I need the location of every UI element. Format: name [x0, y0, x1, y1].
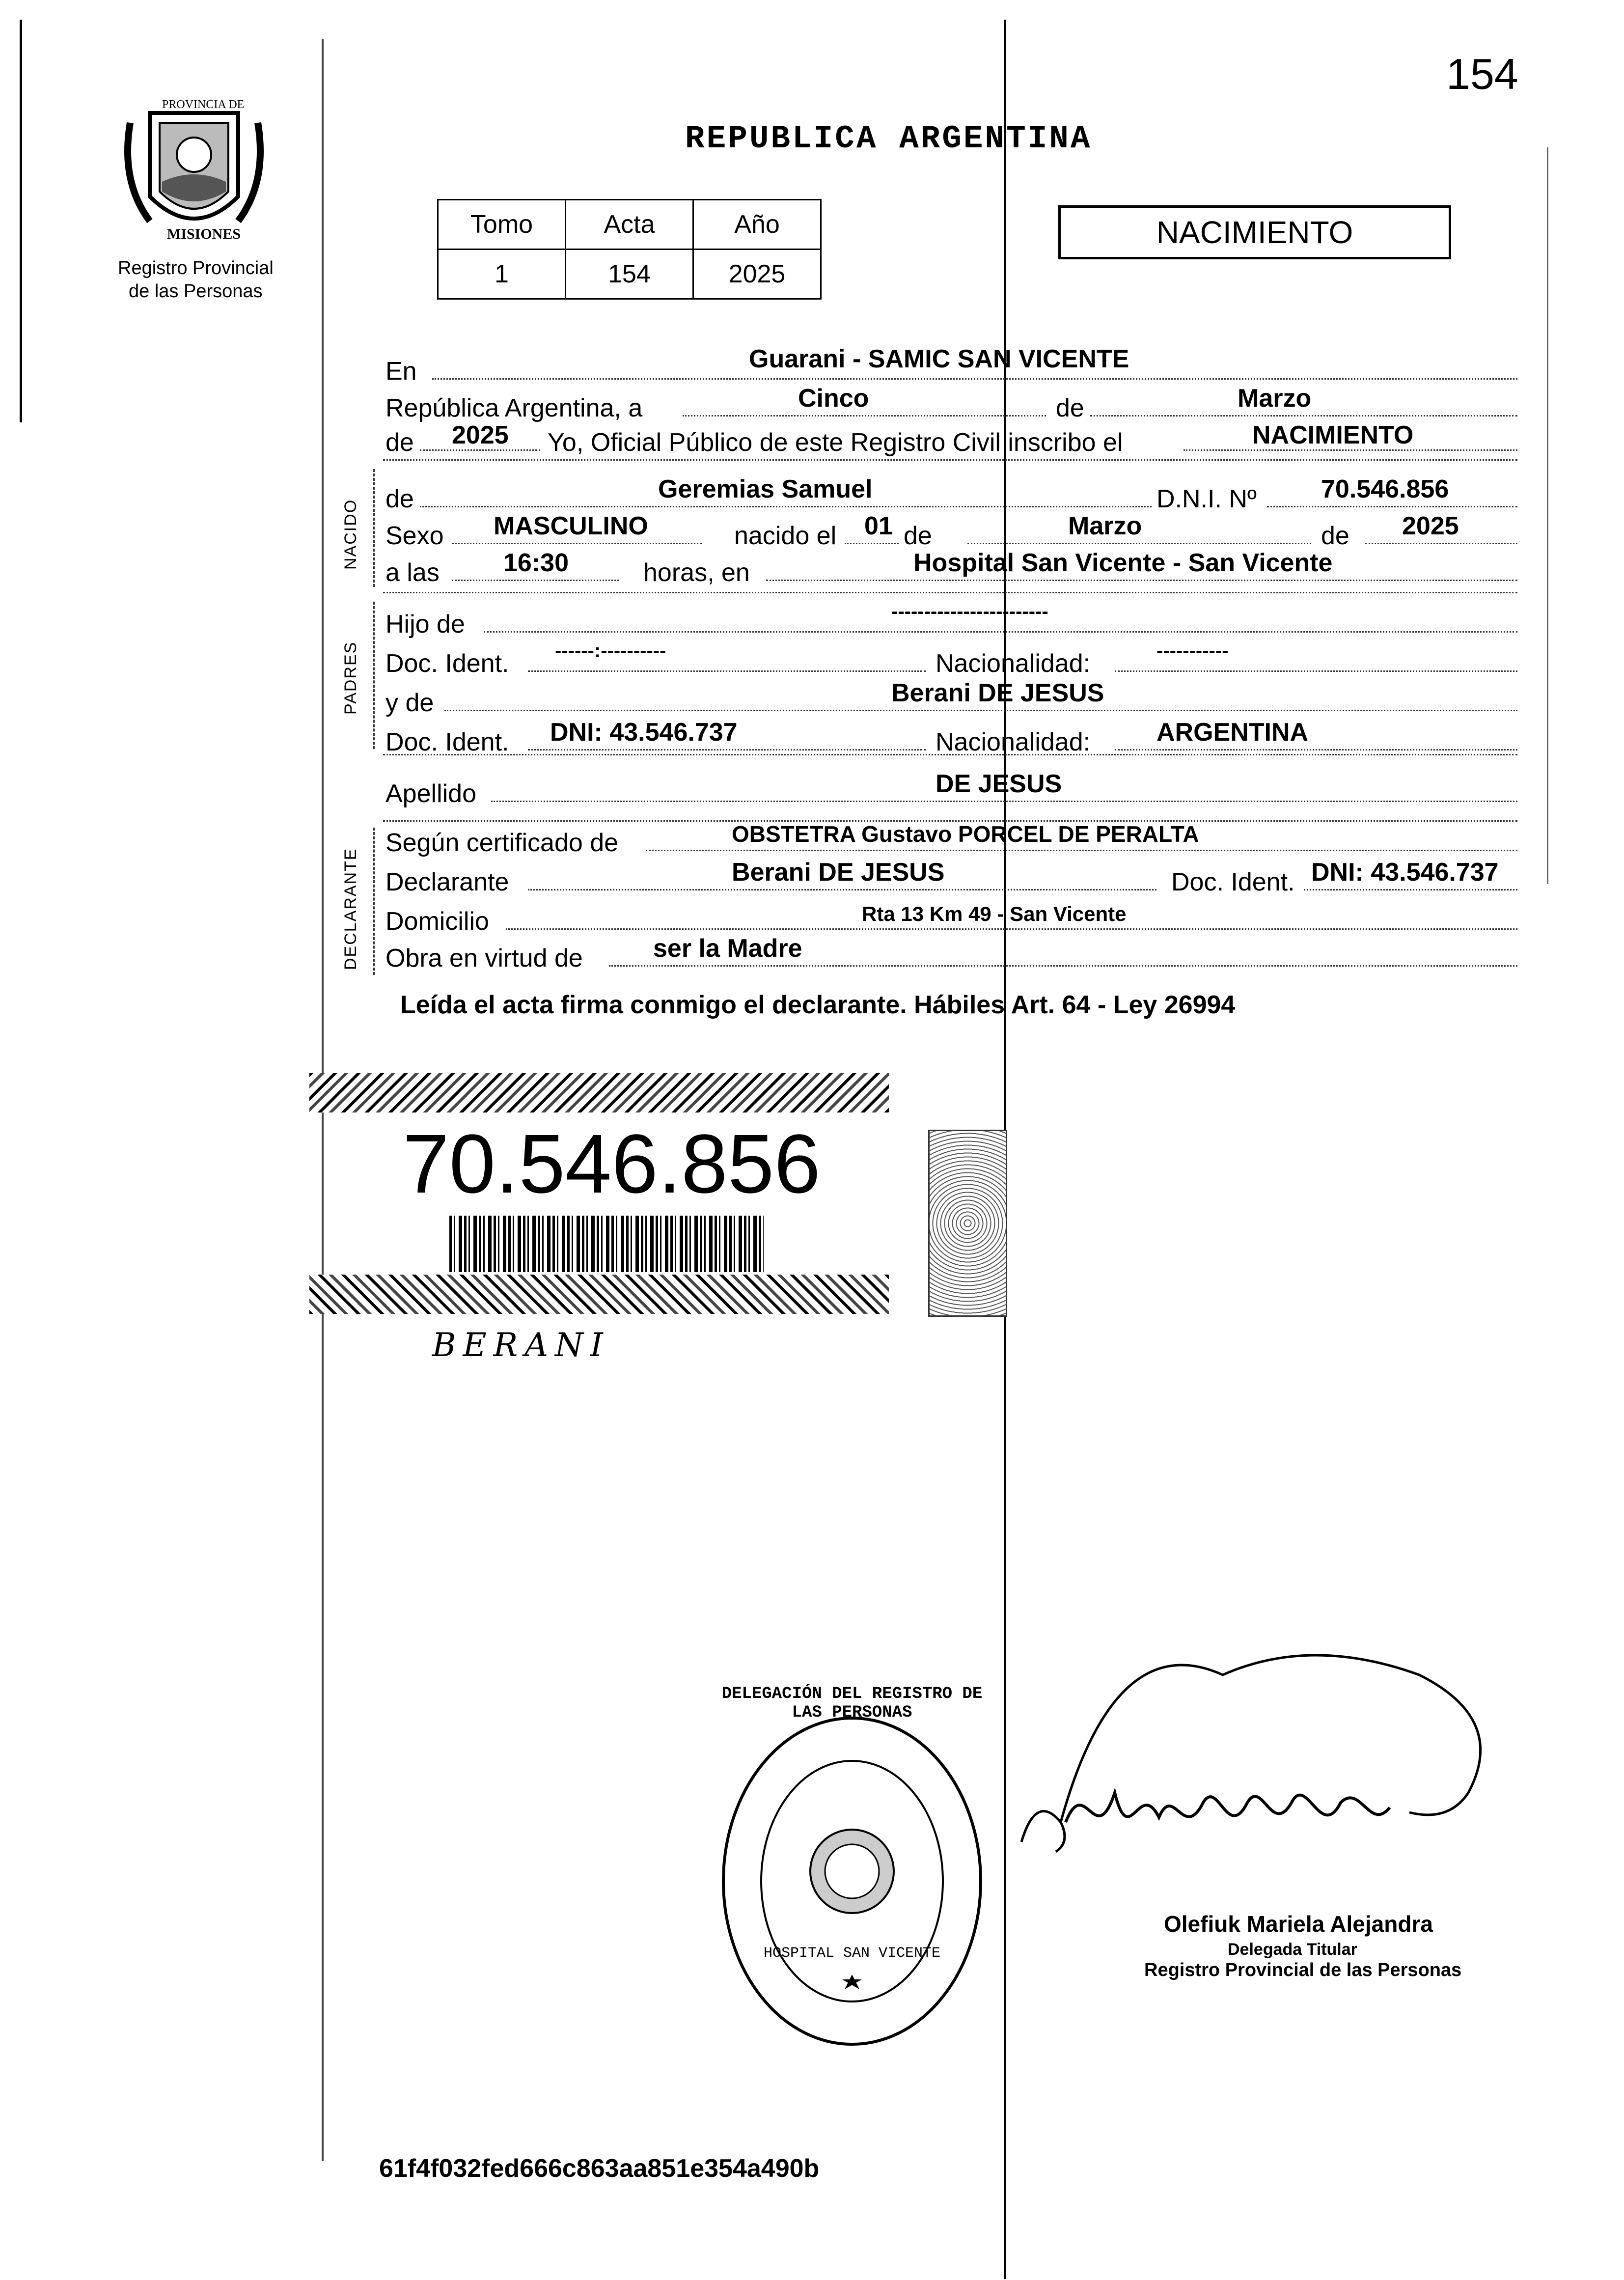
value-sexo: MASCULINO — [494, 512, 648, 540]
value-mes: Marzo — [1238, 384, 1312, 413]
value-declarante-doc: DNI: 43.546.737 — [1311, 858, 1499, 887]
signature — [1017, 1645, 1508, 1891]
value-madre-doc: DNI: 43.546.737 — [550, 718, 738, 747]
padres-bracket — [373, 602, 375, 749]
value-lugar: Guarani - SAMIC SAN VICENTE — [749, 345, 1129, 373]
dots-declarante — [528, 889, 1156, 890]
signatory-title: Delegada Titular — [1228, 1940, 1357, 1959]
declarante-bracket — [373, 828, 375, 975]
stamp-outer-text: DELEGACIÓN DEL REGISTRO DE LAS PERSONAS — [721, 1685, 983, 1722]
dots-certificado — [646, 850, 1517, 851]
value-nac-mes: Marzo — [1068, 512, 1142, 540]
security-seal-icon — [928, 1130, 1007, 1317]
value-apellido: DE JESUS — [936, 770, 1062, 798]
dots-mes — [1090, 415, 1517, 417]
label-republica: República Argentina, a — [385, 394, 643, 422]
section-divider-1 — [383, 459, 1517, 461]
value-madre-nac: ARGENTINA — [1156, 718, 1309, 747]
label-de-mes: de — [1056, 394, 1084, 422]
dots-apellido — [491, 801, 1517, 802]
dots-en — [432, 378, 1517, 380]
label-a-las: a las — [385, 558, 440, 587]
value-padre-doc: ------:---------- — [555, 640, 666, 662]
label-de-nombre: de — [385, 485, 414, 513]
label-en: En — [385, 357, 417, 386]
label-de-nac-anio: de — [1321, 522, 1349, 550]
label-obra-virtud: Obra en virtud de — [385, 944, 583, 973]
logo-text-bottom: MISIONES — [167, 226, 241, 242]
closing-text: Leída el acta firma conmigo el declarante. Hábiles Art. 64 - Ley 26994 — [400, 991, 1236, 1019]
right-margin-line — [1547, 147, 1548, 884]
stamp-inner-text: HOSPITAL SAN VICENTE — [763, 1945, 941, 1962]
document-type: NACIMIENTO — [1156, 215, 1353, 250]
label-sexo: Sexo — [385, 522, 444, 550]
value-certificado: OBSTETRA Gustavo PORCEL DE PERALTA — [732, 821, 1199, 847]
label-nacido-el: nacido el — [734, 522, 837, 550]
dots-domicilio — [506, 928, 1517, 930]
value-nac-anio: 2025 — [1402, 512, 1459, 540]
acta-header-acta: Acta — [566, 200, 693, 250]
value-padre-nac: ----------- — [1156, 640, 1229, 662]
dots-sexo — [452, 543, 702, 544]
barcode-label — [309, 1073, 889, 1319]
label-de-nac-mes: de — [904, 522, 932, 550]
label-hijo-de: Hijo de — [385, 610, 465, 639]
dots-anio — [420, 449, 540, 451]
value-obra-virtud: ser la Madre — [653, 934, 802, 963]
document-hash: 61f4f032fed666c863aa851e354a490b — [379, 2154, 820, 2183]
value-domicilio: Rta 13 Km 49 - San Vicente — [862, 902, 1127, 925]
label-doc-ident-padre: Doc. Ident. — [385, 649, 509, 678]
security-band-top — [309, 1073, 889, 1112]
label-segun-certificado: Según certificado de — [385, 829, 619, 857]
acta-header-anio: Año — [693, 200, 821, 250]
acta-value-anio: 2025 — [693, 250, 821, 299]
registry-name-line1: Registro Provincial — [118, 258, 274, 278]
label-nacionalidad-madre: Nacionalidad: — [936, 728, 1091, 756]
dots-nombre — [420, 506, 1152, 507]
value-inscripcion: NACIMIENTO — [1252, 421, 1414, 449]
nacido-bracket — [373, 469, 375, 587]
side-label-declarante: DECLARANTE — [341, 848, 360, 970]
acta-table — [437, 199, 822, 300]
value-dia-letras: Cinco — [798, 384, 869, 413]
label-horas-en: horas, en — [643, 558, 750, 587]
label-dni: D.N.I. Nº — [1156, 485, 1257, 513]
signatory-office: Registro Provincial de las Personas — [1144, 1960, 1462, 1980]
side-label-padres: PADRES — [341, 641, 360, 715]
dots-obra-virtud — [609, 965, 1517, 967]
dots-dni — [1267, 506, 1517, 507]
dots-madre-doc — [528, 749, 926, 751]
side-label-nacido: NACIDO — [341, 499, 360, 570]
value-declarante: Berani DE JESUS — [732, 858, 945, 887]
value-nombre: Geremias Samuel — [658, 475, 873, 503]
dots-padre — [484, 631, 1517, 633]
dots-declarante-doc — [1304, 889, 1517, 890]
registry-name-line2: de las Personas — [129, 281, 263, 302]
dots-nac-mes — [967, 543, 1311, 544]
barcode-icon — [449, 1216, 764, 1272]
dots-lugar-nac — [766, 580, 1517, 581]
value-anio: 2025 — [452, 421, 509, 449]
label-de-anio: de — [385, 428, 414, 457]
barcode-number: 70.546.856 — [403, 1117, 821, 1211]
value-hora: 16:30 — [503, 549, 569, 577]
acta-value-tomo: 1 — [438, 250, 566, 299]
page-number: 154 — [1446, 50, 1518, 98]
label-doc-ident-madre: Doc. Ident. — [385, 728, 509, 756]
dots-hora — [452, 580, 619, 581]
value-nac-dia: 01 — [864, 512, 893, 540]
acta-value-acta: 154 — [566, 250, 693, 299]
registry-logo — [120, 93, 268, 255]
official-stamp — [719, 1685, 985, 2048]
dots-madre-nac — [1115, 749, 1517, 751]
label-doc-ident-declarante: Doc. Ident. — [1171, 868, 1295, 896]
left-margin-line — [20, 20, 22, 422]
label-nacionalidad-padre: Nacionalidad: — [936, 649, 1091, 678]
section-divider-2 — [383, 592, 1517, 593]
dots-padre-nac — [1115, 670, 1517, 672]
handwritten-note: BERANI — [432, 1326, 610, 1364]
document-type-box — [1058, 205, 1451, 259]
label-apellido: Apellido — [385, 779, 477, 808]
dots-inscripcion — [1184, 449, 1517, 451]
dots-dia — [683, 415, 1046, 417]
label-yo-oficial: Yo, Oficial Público de este Registro Civil inscribo el — [548, 428, 1123, 457]
dots-nac-anio — [1365, 543, 1517, 544]
value-dni: 70.546.856 — [1321, 475, 1449, 503]
logo-text-top: PROVINCIA DE — [162, 98, 245, 111]
value-madre: Berani DE JESUS — [891, 679, 1104, 707]
acta-header-tomo: Tomo — [438, 200, 566, 250]
security-band-bottom — [309, 1275, 889, 1314]
value-padre: ------------------------ — [891, 601, 1048, 622]
label-domicilio: Domicilio — [385, 907, 489, 936]
label-y-de: y de — [385, 689, 434, 717]
signatory-name: Olefiuk Mariela Alejandra — [1164, 1911, 1433, 1937]
value-lugar-nac: Hospital San Vicente - San Vicente — [913, 549, 1333, 577]
dots-madre — [444, 710, 1517, 711]
dots-nac-dia — [845, 543, 899, 544]
dots-padre-doc — [528, 670, 926, 672]
label-declarante: Declarante — [385, 868, 509, 896]
document-title: REPUBLICA ARGENTINA — [685, 120, 1092, 157]
